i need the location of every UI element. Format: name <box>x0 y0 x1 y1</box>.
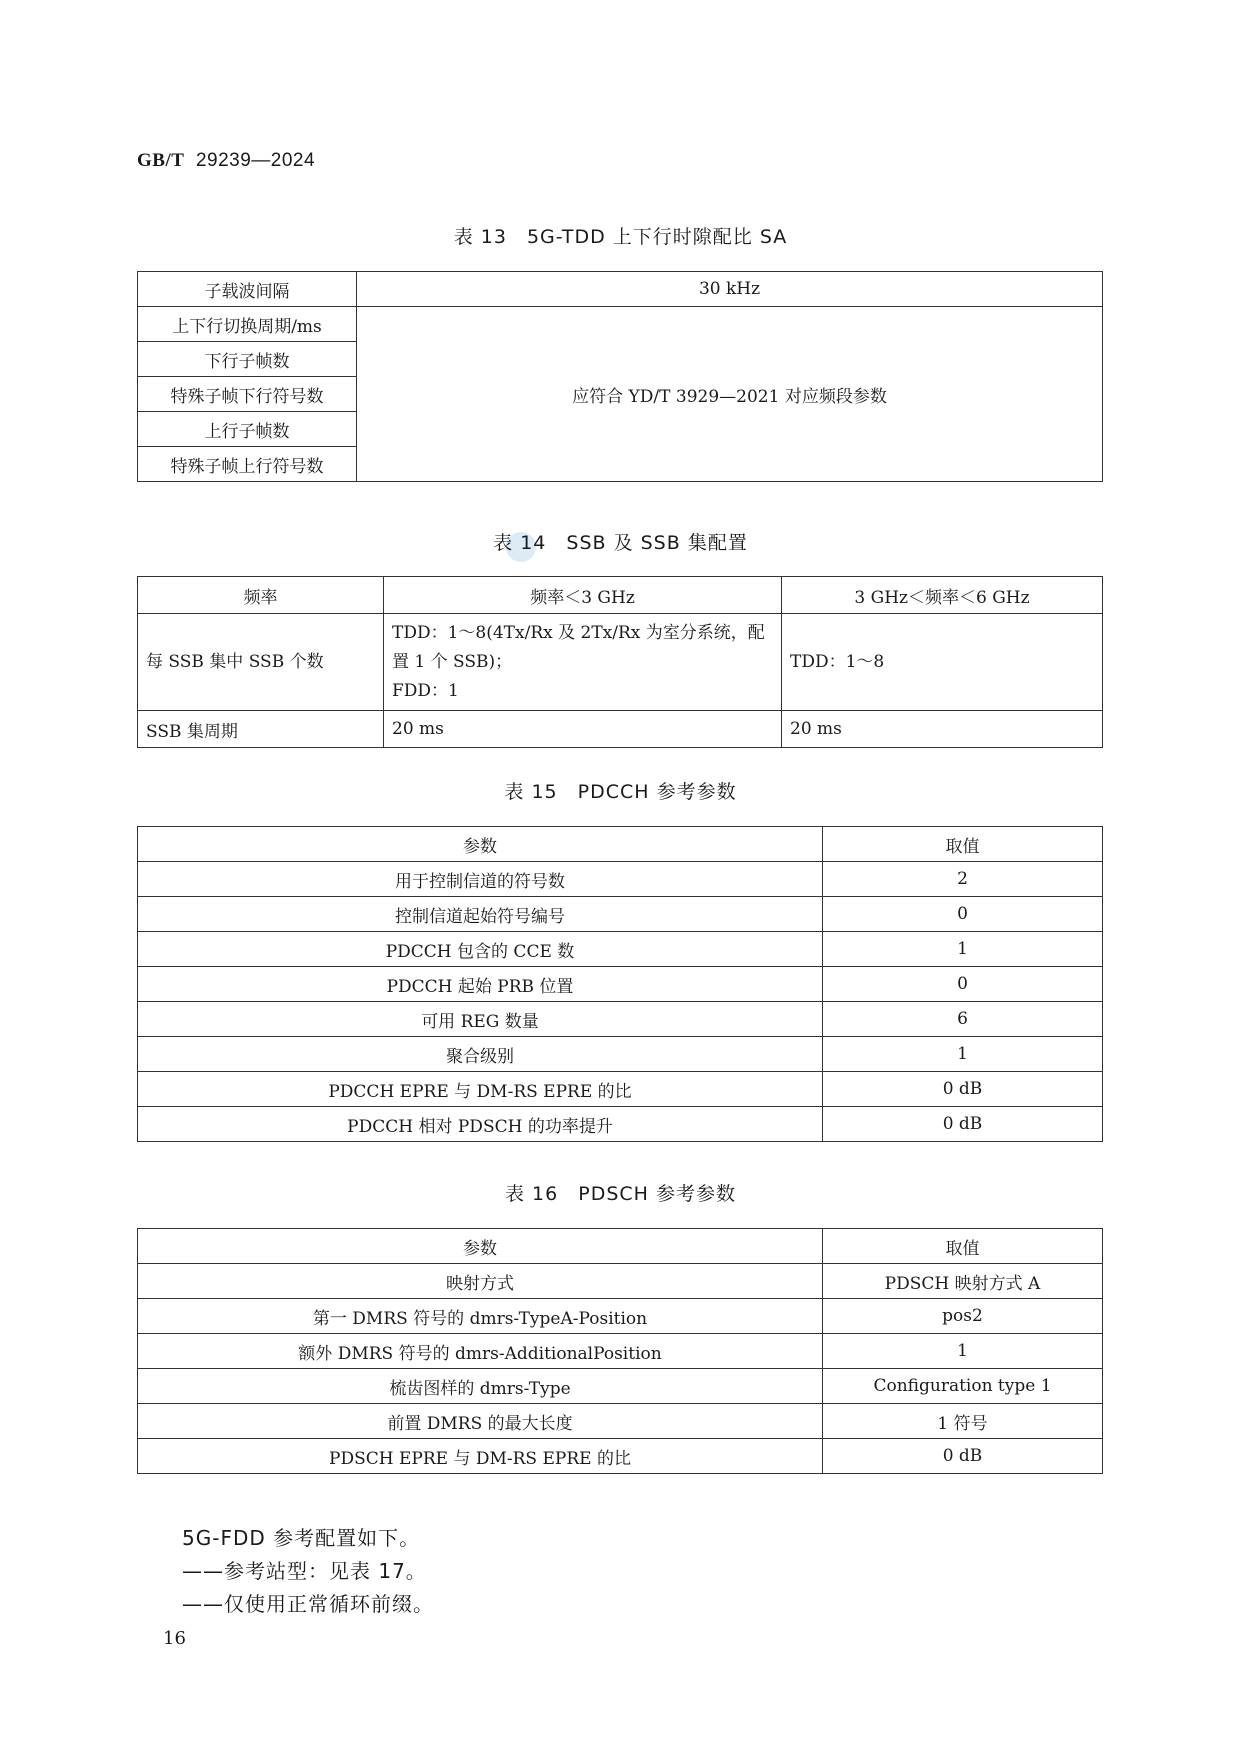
table16-param: 额外 DMRS 符号的 dmrs-AdditionalPosition <box>138 1334 823 1369</box>
table-row <box>138 272 1103 307</box>
table15-param: 控制信道起始符号编号 <box>138 897 823 932</box>
table14-header-cell: 3 GHz＜频率＜6 GHz <box>782 577 1103 614</box>
table14-caption: 表 14 SSB 及 SSB 集配置 <box>493 532 748 554</box>
table-row <box>138 862 1103 897</box>
table15-param: PDCCH 包含的 CCE 数 <box>138 932 823 967</box>
table16-value: pos2 <box>823 1299 1103 1334</box>
table16-header-cell: 取值 <box>823 1229 1103 1264</box>
table13-label: 特殊子帧下行符号数 <box>138 377 357 412</box>
list-item: ——仅使用正常循环前缀。 <box>182 1592 434 1616</box>
standard-number: 29239—2024 <box>195 150 316 171</box>
table15-value: 2 <box>823 862 1103 897</box>
table15-param: 聚合级别 <box>138 1037 823 1072</box>
table-row <box>138 1369 1103 1404</box>
table15-caption: 表 15 PDCCH 参考参数 <box>504 781 737 803</box>
table16-param: 梳齿图样的 dmrs-Type <box>138 1369 823 1404</box>
table-row <box>138 711 1103 748</box>
table15-header-cell: 取值 <box>823 827 1103 862</box>
table15 <box>137 826 1103 1142</box>
table13-label: 子载波间隔 <box>138 272 357 307</box>
table-row <box>138 1404 1103 1439</box>
table-row <box>138 1072 1103 1107</box>
table-row <box>138 1264 1103 1299</box>
table15-param: PDCCH 起始 PRB 位置 <box>138 967 823 1002</box>
table16-value: Configuration type 1 <box>823 1369 1103 1404</box>
table16-param: PDSCH EPRE 与 DM-RS EPRE 的比 <box>138 1439 823 1474</box>
table15-value: 1 <box>823 932 1103 967</box>
table14-label: SSB 集周期 <box>138 711 384 748</box>
table16-param: 前置 DMRS 的最大长度 <box>138 1404 823 1439</box>
standard-id <box>137 150 315 172</box>
table13-label: 上下行切换周期/ms <box>138 307 357 342</box>
table14-cell-line: FDD：1 <box>392 680 459 701</box>
table15-param: 用于控制信道的符号数 <box>138 862 823 897</box>
table16-value: 1 <box>823 1334 1103 1369</box>
table16-caption: 表 16 PDSCH 参考参数 <box>505 1183 736 1205</box>
table13-label: 特殊子帧上行符号数 <box>138 447 357 482</box>
table13-label: 上行子帧数 <box>138 412 357 447</box>
table-row <box>138 577 1103 614</box>
table16-value: 0 dB <box>823 1439 1103 1474</box>
table14-cell-line: TDD：1～8(4Tx/Rx 及 2Tx/Rx 为室分系统，配 <box>392 622 765 643</box>
table14-header-cell: 频率＜3 GHz <box>384 577 782 614</box>
table16 <box>137 1228 1103 1474</box>
table16-header-cell: 参数 <box>138 1229 823 1264</box>
table13 <box>137 271 1103 482</box>
table13-value: 30 kHz <box>357 272 1103 307</box>
table-row <box>138 897 1103 932</box>
table-row <box>138 614 1103 711</box>
body-paragraph: 5G-FDD 参考配置如下。 <box>182 1526 421 1550</box>
table14-label: 每 SSB 集中 SSB 个数 <box>138 614 384 711</box>
table16-value: 1 符号 <box>823 1404 1103 1439</box>
list-item: ——参考站型：见表 17。 <box>182 1559 427 1583</box>
table-row <box>138 307 1103 342</box>
table15-value: 0 <box>823 967 1103 1002</box>
table-row <box>138 827 1103 862</box>
table-row <box>138 1107 1103 1142</box>
table-row <box>138 1299 1103 1334</box>
table14 <box>137 576 1103 748</box>
table15-value: 6 <box>823 1002 1103 1037</box>
table14-cell-line: 置 1 个 SSB)； <box>392 651 513 672</box>
table14-cell <box>384 614 782 711</box>
table13-label: 下行子帧数 <box>138 342 357 377</box>
table15-value: 0 dB <box>823 1072 1103 1107</box>
table15-param: PDCCH 相对 PDSCH 的功率提升 <box>138 1107 823 1142</box>
table15-value: 0 <box>823 897 1103 932</box>
table15-param: 可用 REG 数量 <box>138 1002 823 1037</box>
table14-header-cell: 频率 <box>138 577 384 614</box>
page-number: 16 <box>163 1628 186 1649</box>
table13-merged-value: 应符合 YD/T 3929—2021 对应频段参数 <box>357 307 1103 482</box>
table-row <box>138 1002 1103 1037</box>
table15-value: 0 dB <box>823 1107 1103 1142</box>
table15-value: 1 <box>823 1037 1103 1072</box>
standard-prefix: GB/T <box>137 150 185 171</box>
table16-param: 映射方式 <box>138 1264 823 1299</box>
table-row <box>138 1229 1103 1264</box>
table14-cell: 20 ms <box>384 711 782 748</box>
table14-cell: TDD：1～8 <box>782 614 1103 711</box>
table16-param: 第一 DMRS 符号的 dmrs-TypeA-Position <box>138 1299 823 1334</box>
table15-header-cell: 参数 <box>138 827 823 862</box>
table-row <box>138 1439 1103 1474</box>
table16-value: PDSCH 映射方式 A <box>823 1264 1103 1299</box>
table14-cell: 20 ms <box>782 711 1103 748</box>
table15-param: PDCCH EPRE 与 DM-RS EPRE 的比 <box>138 1072 823 1107</box>
table-row <box>138 1334 1103 1369</box>
table-row <box>138 967 1103 1002</box>
table13-caption: 表 13 5G-TDD 上下行时隙配比 SA <box>453 226 788 248</box>
table-row <box>138 932 1103 967</box>
table-row <box>138 1037 1103 1072</box>
